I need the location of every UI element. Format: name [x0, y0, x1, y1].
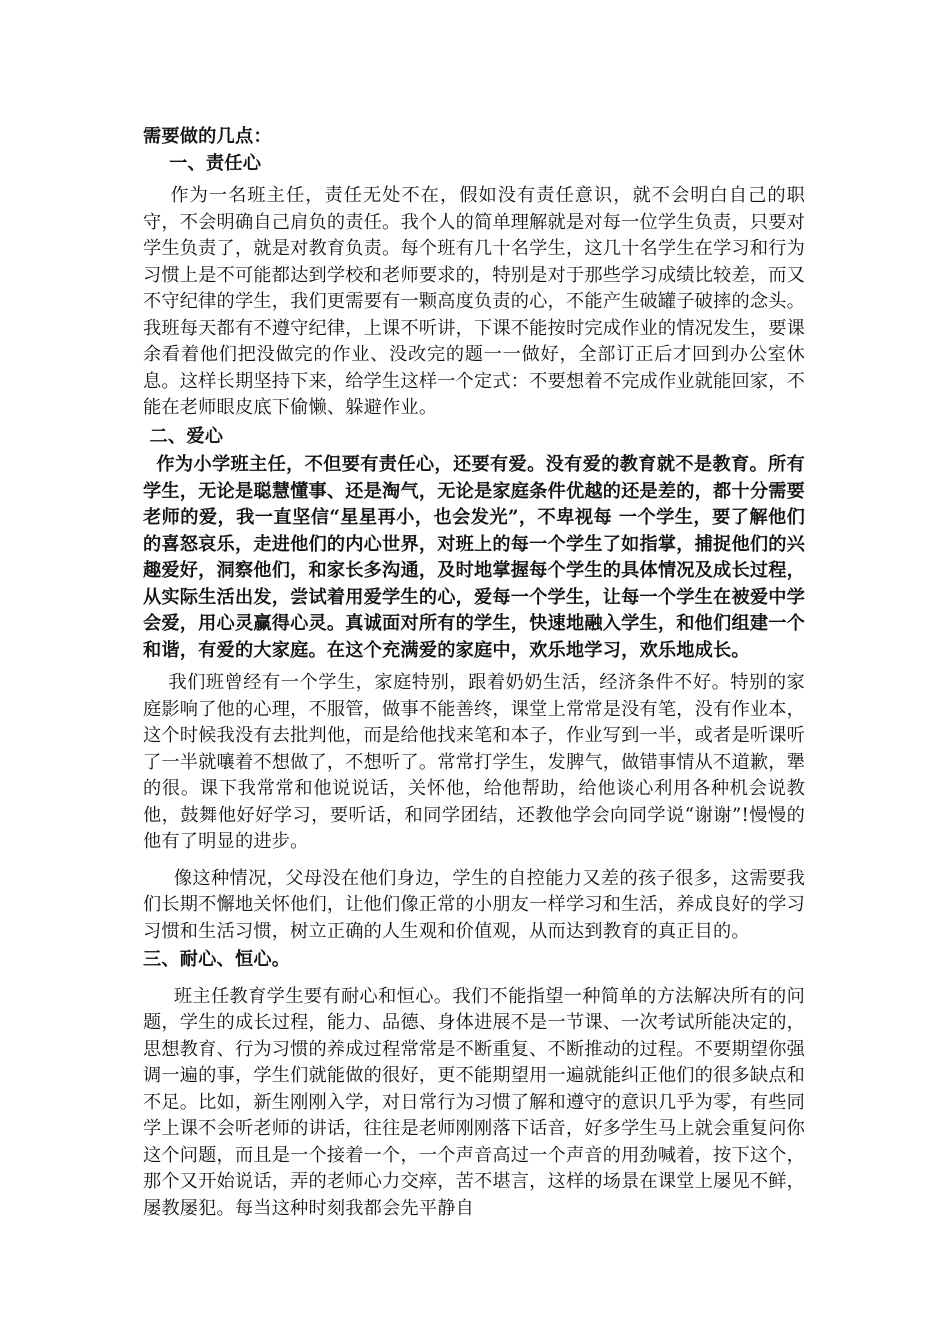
- paragraph-love: 作为小学班主任，不但要有责任心，还要有爱。没有爱的教育就不是教育。所有学生，无论是聪慧懂事、还是淘气，无论是家庭条件优越的还是差的，都十分需要老师的爱，我一直坚信“星星再小，也会发光”，不卑视每 一个学生，要了解他们的喜怒哀乐，走进他们的内心世界，对班上的每一个学生了如指掌，捕捉他们的兴趣爱好，洞察他们，和家长多沟通，及时地掌握每个学生的具体情况及成长过程，从实际生活出发，尝试着用爱学生的心，爱每一个学生，让每一个学生在被爱中学会爱，用心灵赢得心灵。真诚面对所有的学生，快速地融入学生，和他们组建一个和谐，有爱的大家庭。在这个充满爱的家庭中，欢乐地学习，欢乐地成长。: [143, 454, 805, 661]
- section-2-heading: 二、爱心: [143, 425, 224, 447]
- paragraph-student-story: 我们班曾经有一个学生，家庭特别，跟着奶奶生活，经济条件不好。特别的家庭影响了他的心理，不服管，做事不能善终，课堂上常常是没有笔，没有作业本，这个时候我没有去批判他，而是给他找来笔和本子，作业写到一半，或者是听课听了一半就嚷着不想做了，不想听了。常常打学生，发脾气，做错事情从不道歉，犟的很。课下我常常和他说说话，关怀他，给他帮助，给他谈心利用各种机会说教他，鼓舞他好好学习，要听话，和同学团结，还教他学会向同学说“谢谢”!慢慢的他有了明显的进步。: [143, 672, 805, 852]
- paragraph-patience: 班主任教育学生要有耐心和恒心。我们不能指望一种简单的方法解决所有的问题，学生的成长过程，能力、品德、身体进展不是一节课、一次考试所能决定的，思想教育、行为习惯的养成过程常常是不断重复、不断推动的过程。不要期望你强调一遍的事，学生们就能做的很好，更不能期望用一遍就能纠正他们的很多缺点和不足。比如，新生刚刚入学，对日常行为习惯了解和遵守的意识几乎为零，有些同学上课不会听老师的讲话，往往是老师刚刚落下话音，好多学生马上就会重复问你这个问题，而且是一个接着一个，一个声音高过一个声音的用劲喊着，按下这个，那个又开始说话，弄的老师心力交瘁，苦不堪言，这样的场景在课堂上屡见不鲜，屡教屡犯。每当这种时刻我都会先平静自: [143, 985, 805, 1219]
- document-body: [143, 124, 805, 1222]
- paragraph-left-behind-children: 像这种情况，父母没在他们身边，学生的自控能力又差的孩子很多，这需要我们长期不懈地关怀他们，让他们像正常的小朋友一样学习和生活，养成良好的学习习惯和生活习惯，树立正确的人生观和价值观，从而达到教育的真正目的。: [143, 867, 805, 942]
- paragraph-responsibility: 作为一名班主任，责任无处不在，假如没有责任意识，就不会明白自己的职守，不会明确自己肩负的责任。我个人的简单理解就是对每一位学生负责，只要对学生负责了，就是对教育负责。每个班有几十名学生，这几十名学生在学习和行为习惯上是不可能都达到学校和老师要求的，特别是对于那些学习成绩比较差，而又不守纪律的学生，我们更需要有一颗高度负责的心，不能产生破罐子破摔的念头。我班每天都有不遵守纪律，上课不听讲，下课不能按时完成作业的情况发生，要课余看着他们把没做完的作业、没改完的题一一做好，全部订正后才回到办公室休息。这样长期坚持下来，给学生这样一个定式：不要想着不完成作业就能回家，不能在老师眼皮底下偷懒、躲避作业。: [143, 185, 805, 418]
- section-intro-heading: 需要做的几点：: [143, 126, 272, 147]
- section-3-heading: 三、耐心、恒心。: [143, 949, 291, 970]
- section-1-heading: 一、责任心: [143, 152, 262, 174]
